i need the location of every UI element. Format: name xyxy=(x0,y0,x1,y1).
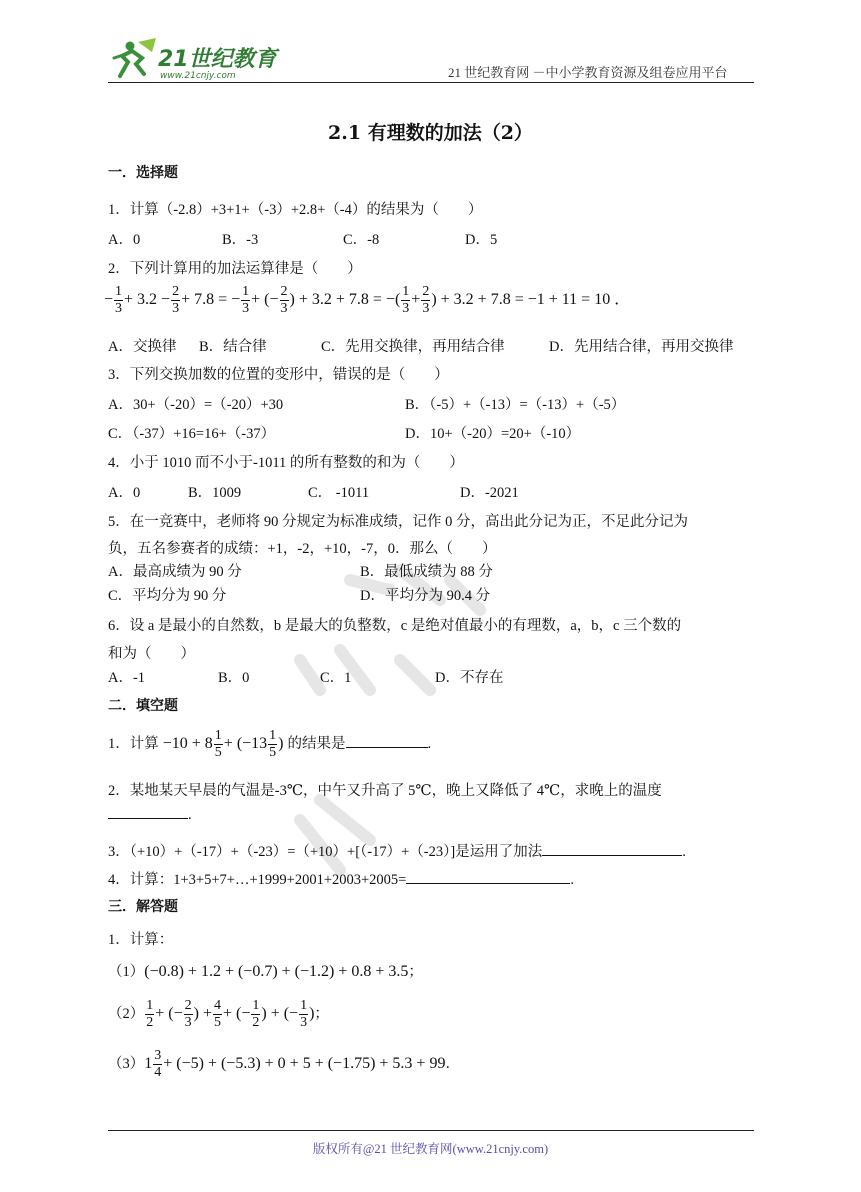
q1-option-d: D．5 xyxy=(465,232,498,248)
section-choice-heading: 一．选择题 xyxy=(108,165,178,181)
q4-option-d: D．-2021 xyxy=(460,485,519,501)
question-5-line2: 负，五名参赛者的成绩：+1，-2，+10，-7，0．那么（ ） xyxy=(108,541,497,557)
fill-question-3: 3．（+10）+（-17）+（-23）=（+10）+[（-17）+（-23）]是运用了加法 . xyxy=(108,844,686,860)
answer-blank[interactable] xyxy=(108,806,188,819)
question-6-line1: 6．设 a 是最小的自然数，b 是最大的负整数，c 是绝对值最小的有理数，a，b，c 三个数的 xyxy=(108,618,682,634)
q1-option-b: B．-3 xyxy=(222,232,259,248)
solve-1-part-1: （1）(−0.8) + 1.2 + (−0.7) + (−1.2) + 0.8 + 3.5； xyxy=(108,963,423,980)
q2-option-a: A．交换律 xyxy=(108,339,177,355)
fill-question-4: 4．计算：1+3+5+7+…+1999+2001+2003+2005= . xyxy=(108,872,574,888)
q3-option-d: D．10+（-20）=20+（-10） xyxy=(405,426,581,442)
question-6-line2: 和为（ ） xyxy=(108,646,195,662)
logo-url: www.21cnjy.com xyxy=(160,71,236,81)
q6-option-a: A．-1 xyxy=(108,670,146,686)
q6-option-c: C．1 xyxy=(320,670,352,686)
solve-question-1: 1．计算： xyxy=(108,932,174,948)
q6-option-d: D．不存在 xyxy=(435,670,504,686)
footer-rule xyxy=(108,1130,754,1131)
header-rule xyxy=(108,82,754,83)
q3-option-a: A．30+（-20）=（-20）+30 xyxy=(108,397,284,413)
answer-blank[interactable] xyxy=(346,735,428,748)
footer-copyright: 版权所有@21 世纪教育网(www.21cnjy.com) xyxy=(312,1142,549,1156)
q3-option-b: B．（-5）+（-13）=（-13）+（-5） xyxy=(405,397,626,413)
runner-icon xyxy=(114,38,156,76)
question-2: 2．下列计算用的加法运算律是（ ） xyxy=(108,261,362,277)
q5-option-d: D．平均分为 90.4 分 xyxy=(360,588,491,604)
q1-option-a: A．0 xyxy=(108,232,141,248)
question-4: 4．小于 1010 而不小于-1011 的所有整数的和为（ ） xyxy=(108,455,464,471)
logo-text: 21世纪教育 xyxy=(158,47,277,72)
q2-option-c: C．先用交换律，再用结合律 xyxy=(321,339,505,355)
section-fill-heading: 二．填空题 xyxy=(108,698,178,714)
q2-option-b: B．结合律 xyxy=(199,339,267,355)
q5-option-c: C．平均分为 90 分 xyxy=(108,588,227,604)
q3-option-c: C．（-37）+16=16+（-37） xyxy=(108,426,276,442)
site-name: 21 世纪教育网 －中小学教育资源及组卷应用平台 xyxy=(448,65,728,80)
question-3: 3．下列交换加数的位置的变形中，错误的是（ ） xyxy=(108,367,449,383)
question-5-line1: 5．在一竞赛中，老师将 90 分规定为标准成绩，记作 0 分，高出此分记为正，不足此分记为 xyxy=(108,514,688,530)
fill-question-1: 1．计算 −10 + 8 $\frac{1}{5}$ + (−13 $\frac{1}{5}$ ) 的结果是 . xyxy=(108,728,432,760)
section-solve-heading: 三．解答题 xyxy=(108,899,178,915)
q2-option-d: D．先用结合律，再用交换律 xyxy=(549,339,734,355)
site-logo xyxy=(108,36,283,82)
fill-question-2-line2: . xyxy=(108,806,192,824)
q5-option-b: B．最低成绩为 88 分 xyxy=(360,564,493,580)
q5-option-a: A．最高成绩为 90 分 xyxy=(108,564,242,580)
q2-equation: − $\frac{1}{3}$ + 3.2 − $\frac{2}{3}$ + 7.8 = − $\frac{1}{3}$ + (− $\frac{2}{3}$ ) + 3.2 + 7.8 = −( $\frac{1}{3}$ + $\frac{2}{3}$ ) + 3.2 + 7.8 = −1 + 11 = 10 ． xyxy=(104,284,631,316)
q4-option-c: C． -1011 xyxy=(308,485,370,501)
fill-question-2-line1: 2．某地某天早晨的气温是-3℃，中午又升高了 5℃，晚上又降低了 4℃，求晚上的温度 xyxy=(108,783,662,799)
page-title: 2.1 有理数的加法（2） xyxy=(328,122,533,144)
q1-option-c: C．-8 xyxy=(343,232,380,248)
question-1: 1．计算（-2.8）+3+1+（-3）+2.8+（-4）的结果为（ ） xyxy=(108,202,483,218)
q4-option-a: A．0 xyxy=(108,485,141,501)
answer-blank[interactable] xyxy=(406,871,570,884)
answer-blank[interactable] xyxy=(542,843,682,856)
q4-option-b: B．1009 xyxy=(188,485,242,501)
q6-option-b: B．0 xyxy=(218,670,250,686)
solve-1-part-3: （3）1 $\frac{3}{4}$ + (−5) + (−5.3) + 0 + 5 + (−1.75) + 5.3 + 99． xyxy=(108,1048,460,1080)
solve-1-part-2: （2） $\frac{1}{2}$ + (− $\frac{2}{3}$ ) + $\frac{4}{5}$ + (− $\frac{1}{2}$ ) + (− $\frac{1}{3}$ )； xyxy=(108,998,329,1030)
